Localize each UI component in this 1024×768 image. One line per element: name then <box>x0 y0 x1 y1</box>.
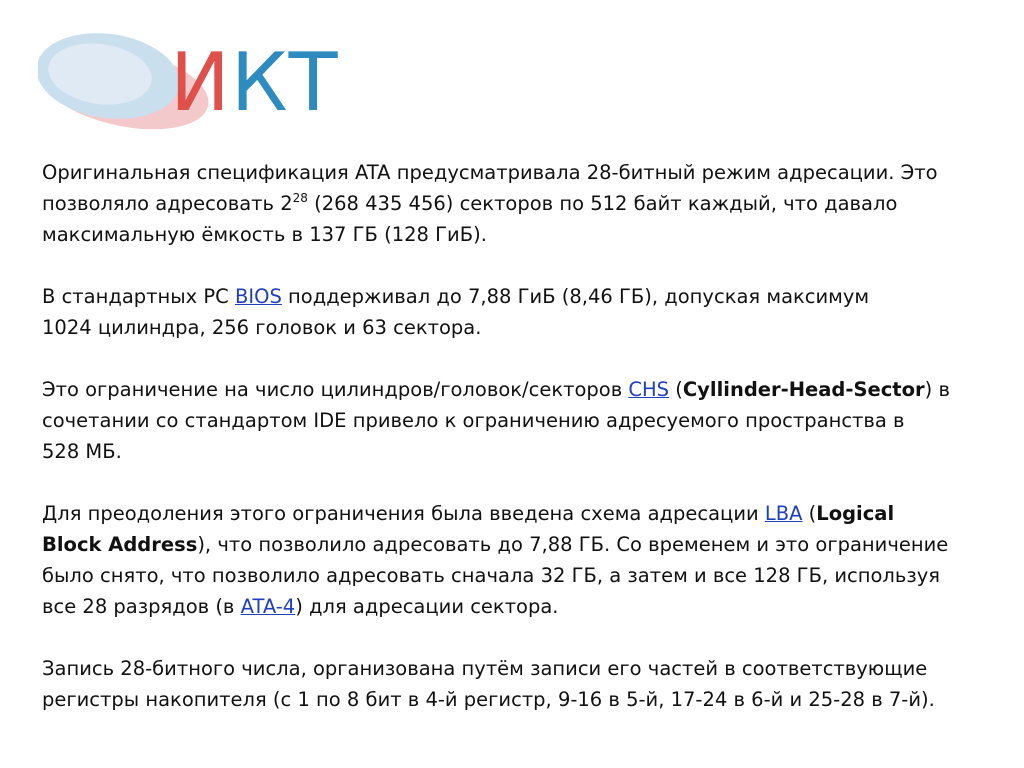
ikt-logo <box>38 30 339 142</box>
paragraph-bios <box>42 281 992 343</box>
bios-link[interactable]: BIOS <box>234 285 282 308</box>
paragraph-lba <box>42 498 992 622</box>
lba-term-part2: Block Address <box>42 533 198 556</box>
chs-term: Cyllinder-Head-Sector <box>682 378 925 401</box>
logo-letter-i: И <box>170 36 231 129</box>
p4-line3: было снято, что позволило адресовать сначала 32 ГБ, а затем и все 128 ГБ, используя <box>42 564 941 587</box>
ata4-link[interactable]: ATA-4 <box>240 595 296 618</box>
p1-line3: максимальную ёмкость в 137 ГБ (128 ГиБ). <box>42 223 487 246</box>
p2-line1b: поддерживал до 7,88 ГиБ (8,46 ГБ), допуская максимум <box>281 285 870 308</box>
paragraph-ata-spec <box>42 157 992 250</box>
p4-line4b: ) для адресации сектора. <box>295 595 559 618</box>
p2-line2: 1024 цилиндра, 256 головок и 63 сектора. <box>42 316 482 339</box>
p3-line1c: ) в <box>924 378 950 401</box>
p4-line1b: ( <box>802 502 817 525</box>
chs-link[interactable]: CHS <box>628 378 670 401</box>
p5-line2: регистры накопителя (с 1 по 8 бит в 4-й регистр, 9-16 в 5-й, 17-24 в 6-й и 25-28 в 7-й). <box>42 688 935 711</box>
p3-line1b: ( <box>669 378 683 401</box>
p3-line1a: Это ограничение на число цилиндров/головок/секторов <box>42 378 629 401</box>
p4-line4a: все 28 разрядов (в <box>42 595 241 618</box>
paragraph-registers <box>42 653 992 715</box>
lba-link[interactable]: LBA <box>764 502 803 525</box>
p3-line3: 528 МБ. <box>42 440 122 463</box>
paragraph-chs <box>42 374 992 467</box>
power-superscript: 28 <box>292 191 308 205</box>
p2-line1a: В стандартных PC <box>42 285 235 308</box>
p1-line2b: (268 435 456) секторов по 512 байт каждый, что давало <box>307 192 898 215</box>
p5-line1: Запись 28-битного числа, организована путём записи его частей в соответствующие <box>42 657 928 680</box>
p3-line2: сочетании со стандартом IDE привело к ограничению адресуемого пространства в <box>42 409 905 432</box>
p1-line2a: позволяло адресовать 2 <box>42 192 293 215</box>
p1-line1: Оригинальная спецификация ATA предусматривала 28-битный режим адресации. Это <box>42 161 938 184</box>
logo-letters-kt: КТ <box>230 36 339 129</box>
p4-line2b: ), что позволило адресовать до 7,88 ГБ. Со временем и это ограничение <box>197 533 949 556</box>
p4-line1a: Для преодоления этого ограничения была введена схема адресации <box>42 502 765 525</box>
lba-term-part1: Logical <box>816 502 895 525</box>
logo-text <box>170 38 339 128</box>
slide-body <box>42 157 992 715</box>
